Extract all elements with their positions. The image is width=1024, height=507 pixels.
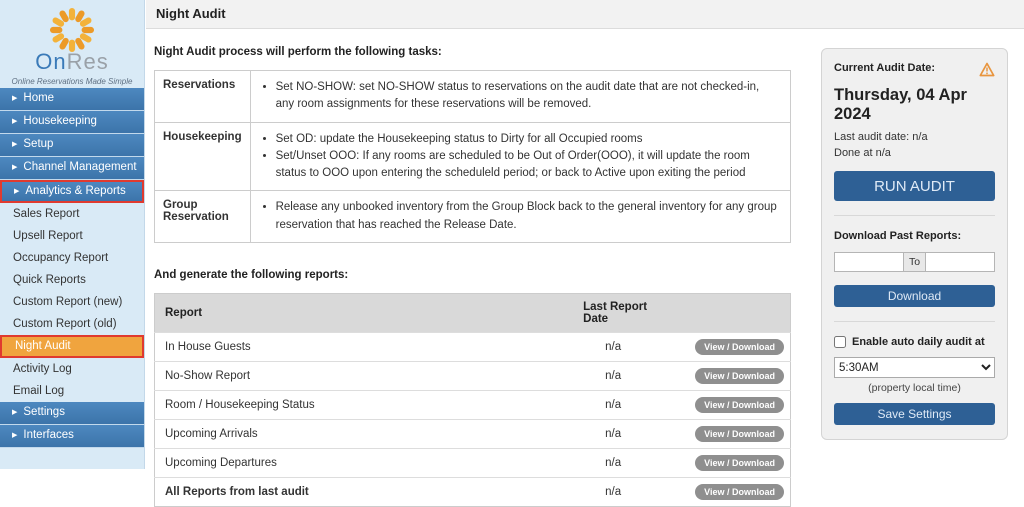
sidebar-item-channel-management[interactable]: ▶ Channel Management — [0, 157, 144, 180]
report-last-date: n/a — [573, 448, 685, 477]
report-name: Upcoming Arrivals — [155, 419, 574, 448]
sidebar — [0, 0, 145, 469]
column-header-report: Report — [155, 293, 574, 332]
to-label: To — [904, 252, 925, 272]
view-download-button[interactable]: View / Download — [695, 339, 784, 355]
report-row-all-reports — [155, 477, 791, 506]
report-name: No-Show Report — [155, 361, 574, 390]
report-last-date: n/a — [573, 390, 685, 419]
report-row-in-house-guests — [155, 332, 791, 361]
current-audit-date-label: Current Audit Date: — [834, 62, 936, 74]
view-download-button[interactable]: View / Download — [695, 426, 784, 442]
task-bullet: • Set NO-SHOW: set NO-SHOW status to reservations on the audit date that are not checked-in, any room assignments for these reservations will be removed. — [276, 79, 780, 114]
date-range-group — [834, 252, 995, 272]
task-bullet: • Release any unbooked inventory from the Group Block back to the general inventory for any group reservation that has reached the Release Date. — [276, 199, 780, 234]
sidebar-item-occupancy-report[interactable]: Occupancy Report — [13, 252, 109, 264]
divider — [834, 215, 995, 216]
view-download-button[interactable]: View / Download — [695, 368, 784, 384]
save-settings-button[interactable]: Save Settings — [834, 403, 995, 425]
report-name: All Reports from last audit — [155, 477, 574, 506]
divider — [834, 321, 995, 322]
reports-table — [154, 293, 791, 507]
auto-audit-checkbox[interactable] — [834, 336, 846, 348]
logo — [0, 0, 144, 88]
task-row-group-reservation — [155, 191, 791, 243]
date-from-input[interactable] — [834, 252, 904, 272]
task-name: Group Reservation — [155, 191, 251, 243]
local-time-note: (property local time) — [868, 382, 961, 394]
sidebar-item-quick-reports[interactable]: Quick Reports — [13, 274, 86, 286]
report-last-date: n/a — [573, 419, 685, 448]
sidebar-item-sales-report[interactable]: Sales Report — [13, 208, 80, 220]
download-past-reports-label: Download Past Reports: — [834, 230, 962, 242]
brand-tagline: Online Reservations Made Simple — [11, 77, 133, 86]
sidebar-item-custom-report-new[interactable]: Custom Report (new) — [13, 296, 123, 308]
reports-intro: And generate the following reports: — [154, 268, 349, 281]
tasks-table — [154, 70, 791, 243]
audit-time-select[interactable] — [834, 357, 995, 378]
chevron-right-icon: ▶ — [12, 164, 18, 171]
view-download-button[interactable]: View / Download — [695, 455, 784, 471]
warning-icon — [979, 62, 995, 77]
sidebar-item-activity-log[interactable]: Activity Log — [13, 363, 72, 375]
report-row-upcoming-arrivals — [155, 419, 791, 448]
sidebar-item-home[interactable]: ▶ Home — [0, 88, 144, 111]
brand-name: OnRes — [35, 49, 109, 74]
task-row-reservations — [155, 71, 791, 123]
task-name: Housekeeping — [155, 122, 251, 191]
sidebar-item-setup[interactable]: ▶ Setup — [0, 134, 144, 157]
tasks-intro: Night Audit process will perform the following tasks: — [154, 46, 442, 58]
report-last-date: n/a — [573, 477, 685, 506]
chevron-right-icon: ▶ — [12, 432, 18, 439]
report-row-room-housekeeping-status — [155, 390, 791, 419]
task-row-housekeeping — [155, 122, 791, 191]
run-audit-button[interactable]: RUN AUDIT — [834, 171, 995, 201]
task-bullet: • Set/Unset OOO: If any rooms are scheduled to be Out of Order(OOO), it will update the room status to OOO upon entering the scheduleld period; or back to Active upon exiting the period — [276, 148, 780, 183]
report-last-date: n/a — [573, 332, 685, 361]
chevron-right-icon: ▶ — [12, 95, 18, 102]
report-name: Upcoming Departures — [155, 448, 574, 477]
task-bullet: • Set OD: update the Housekeeping status to Dirty for all Occupied rooms — [276, 131, 780, 148]
sidebar-item-upsell-report[interactable]: Upsell Report — [13, 230, 83, 242]
chevron-right-icon: ▶ — [12, 409, 18, 416]
sidebar-item-custom-report-old[interactable]: Custom Report (old) — [13, 318, 117, 330]
sidebar-item-email-log[interactable]: Email Log — [13, 385, 65, 397]
sidebar-item-housekeeping[interactable]: ▶ Housekeeping — [0, 111, 144, 134]
download-button[interactable]: Download — [834, 285, 995, 307]
chevron-right-icon: ▶ — [14, 188, 20, 195]
sidebar-item-analytics-reports[interactable]: ▶ Analytics & Reports — [0, 180, 144, 203]
sunburst-logo-icon — [49, 7, 95, 53]
report-row-no-show — [155, 361, 791, 390]
view-download-button[interactable]: View / Download — [695, 484, 784, 500]
column-header-last-report-date: Last Report Date — [573, 293, 685, 332]
main-content — [146, 29, 806, 507]
view-download-button[interactable]: View / Download — [695, 397, 784, 413]
reports-header-row — [155, 293, 791, 332]
report-last-date: n/a — [573, 361, 685, 390]
sidebar-item-interfaces[interactable]: ▶ Interfaces — [0, 425, 144, 448]
date-to-input[interactable] — [925, 252, 995, 272]
report-name: Room / Housekeeping Status — [155, 390, 574, 419]
sidebar-item-settings[interactable]: ▶ Settings — [0, 402, 144, 425]
task-name: Reservations — [155, 71, 251, 123]
current-audit-date: Thursday, 04 Apr 2024 — [834, 86, 967, 123]
auto-audit-label: Enable auto daily audit at — [852, 336, 985, 348]
sidebar-item-night-audit[interactable]: Night Audit — [0, 335, 144, 358]
page-title: Night Audit — [146, 0, 1024, 29]
report-row-upcoming-departures — [155, 448, 791, 477]
last-audit-date: Last audit date: n/a — [834, 131, 928, 143]
audit-panel — [821, 48, 1008, 440]
report-name: In House Guests — [155, 332, 574, 361]
chevron-right-icon: ▶ — [12, 118, 18, 125]
chevron-right-icon: ▶ — [12, 141, 18, 148]
done-at: Done at n/a — [834, 147, 891, 159]
